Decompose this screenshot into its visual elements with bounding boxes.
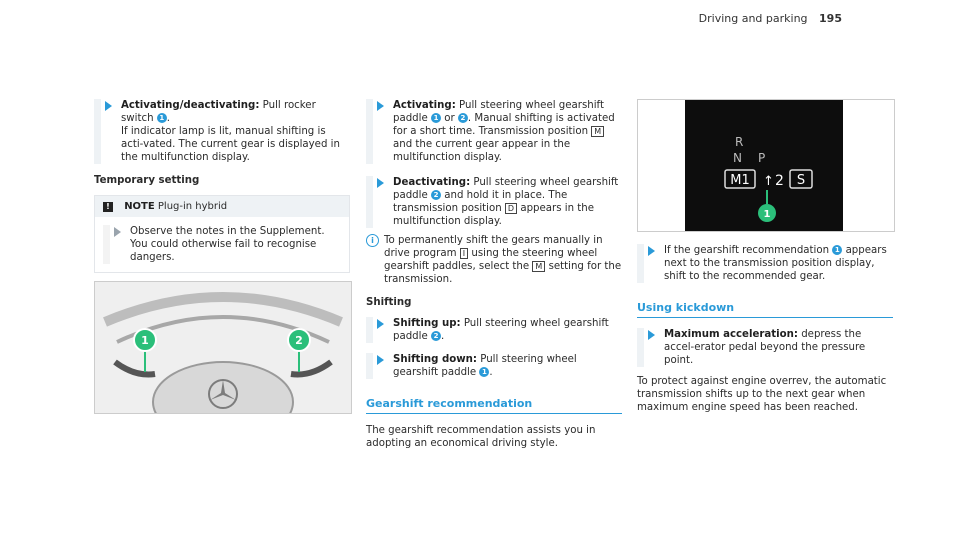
arrow-icon: [648, 330, 655, 340]
arrow-icon: [377, 101, 384, 111]
callout-2-badge: 2: [458, 113, 468, 123]
note-box: [94, 195, 350, 273]
column-2: [366, 99, 622, 450]
callout-1-label: 1: [141, 334, 149, 347]
arrow-icon: [377, 178, 384, 188]
info-text: setting for the transmission.: [384, 261, 622, 285]
gear-n: N: [733, 151, 742, 165]
step-text: If the gearshift recommendation: [664, 245, 830, 256]
step-text: Pull steering wheel gearshift paddle: [393, 177, 619, 201]
recommended-gear: 2: [775, 173, 784, 189]
step-text: If indicator lamp is lit, manual shifting is acti-vated. The current gear is displayed in the multifunction display.: [121, 126, 340, 163]
step-text: depress the accel-erator pedal beyond the pressure point.: [664, 329, 866, 366]
step-deactivating: [366, 176, 622, 228]
step-text: . Manual shifting is activated for a short time. Transmission position: [393, 113, 615, 137]
info-note: [366, 234, 622, 286]
info-text: using the steering wheel gearshift paddles, select the: [384, 248, 598, 272]
temporary-setting-heading: Temporary setting: [94, 175, 200, 186]
step-gear-recommendation: [637, 244, 893, 283]
info-text: To permanently shift the gears manually in drive program: [384, 235, 603, 259]
step-shift-up: Shifting up: Pull steering wheel gearshift paddle 2 .: [366, 317, 622, 343]
overrev-protection-text: To protect against engine overrev, the automatic transmission shifts up to the next gear when maximum engine speed has been reached.: [637, 376, 887, 413]
gear-s: S: [796, 173, 806, 188]
callout-2-badge: 2: [431, 190, 441, 200]
using-kickdown-heading: Using kickdown: [637, 301, 893, 318]
step-activating-paddle: [366, 99, 622, 164]
steering-wheel-image: [94, 281, 352, 414]
gearshift-recommendation-text: The gearshift recommendation assists you in adopting an economical driving style.: [366, 425, 596, 449]
callout-1-badge: 1: [479, 367, 489, 377]
step-text: and hold it in place. The transmission position: [393, 190, 568, 214]
steering-wheel-illustration: [95, 282, 351, 413]
step-label: Shifting down:: [393, 354, 477, 365]
gear-d-symbol: D: [505, 203, 517, 214]
step-label: Activating/deactivating:: [121, 100, 260, 111]
callout-1-badge: 1: [157, 113, 167, 123]
note-title: Plug-in hybrid: [157, 201, 228, 212]
step-max-acceleration: [637, 328, 893, 367]
arrow-icon: [114, 227, 121, 237]
drive-program-symbol: I: [460, 248, 468, 259]
exclamation-icon: !: [103, 202, 113, 212]
column-3: [637, 99, 893, 414]
page-header: [699, 12, 842, 25]
gear-p: P: [758, 151, 766, 165]
step-text: or: [444, 113, 455, 124]
step-label: Deactivating:: [393, 177, 471, 188]
step-activating: [94, 99, 350, 164]
note-body: [95, 217, 349, 272]
step-text: Pull steering wheel gearshift paddle: [393, 354, 577, 378]
callout-1-badge: 1: [431, 113, 441, 123]
callout-2-label: 2: [295, 334, 303, 347]
page-number: 195: [819, 12, 842, 25]
step-text: Pull steering wheel gearshift paddle: [393, 318, 609, 342]
upshift-arrow-icon: ↑: [763, 174, 774, 189]
callout-2-badge: 2: [431, 331, 441, 341]
gear-display-illustration: [685, 100, 843, 231]
gear-m-symbol: M: [591, 126, 604, 137]
step-label: Shifting up:: [393, 318, 461, 329]
step-text: .: [166, 113, 171, 124]
gear-m-symbol: M: [532, 261, 545, 272]
shifting-heading: Shifting: [366, 297, 412, 308]
gear-r: R: [735, 135, 744, 149]
column-1: [94, 99, 350, 273]
display-image: [637, 99, 895, 232]
arrow-icon: [105, 101, 112, 111]
gearshift-recommendation-heading: Gearshift recommendation: [366, 397, 622, 414]
arrow-icon: [377, 319, 384, 329]
note-header: [95, 196, 349, 217]
step-shift-down: Shifting down: Pull steering wheel gearshift paddle 1 .: [366, 353, 622, 379]
step-text: appears in the multifunction display.: [393, 203, 595, 227]
step-label: Activating:: [393, 100, 456, 111]
multifunction-display: [685, 100, 843, 231]
callout-1-label: 1: [763, 209, 771, 220]
step-text: Pull steering wheel gearshift paddle: [393, 100, 604, 124]
note-label: NOTE: [124, 201, 155, 212]
arrow-icon: [377, 355, 384, 365]
arrow-icon: [648, 246, 655, 256]
step-text: and the current gear appear in the multifunction display.: [393, 139, 571, 163]
note-step: [103, 225, 341, 264]
section-name: Driving and parking: [698, 12, 808, 25]
note-step-text: Observe the notes in the Supplement. You could otherwise fail to recognise dangers.: [130, 226, 325, 263]
callout-1-badge: 1: [832, 245, 842, 255]
gear-m1: M1: [730, 173, 750, 188]
step-text: Pull rocker switch: [121, 100, 316, 124]
step-text: appears next to the transmission position display, shift to the recommended gear.: [664, 245, 887, 282]
step-label: Maximum acceleration:: [664, 329, 798, 340]
info-icon: i: [366, 234, 379, 247]
